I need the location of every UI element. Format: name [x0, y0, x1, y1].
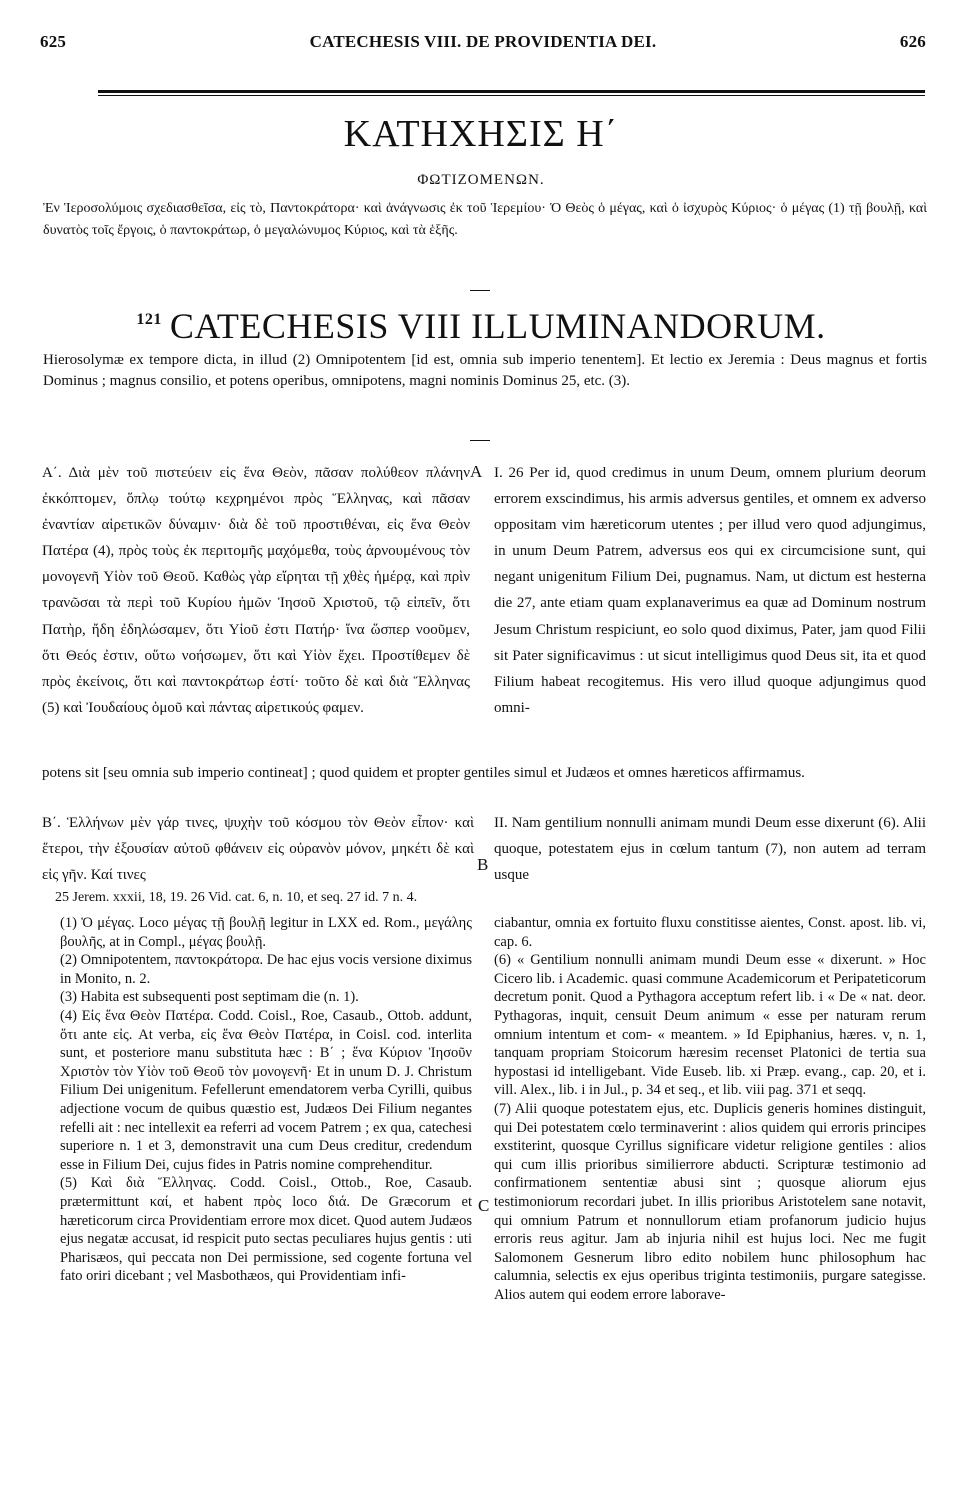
footnote: (7) Alii quoque potestatem ejus, etc. Duplicis generis homines distinguit, qui Dei potestatem cœlo terminaverint : alios quidem qui erroris principes exstiterint, quosque Cyrillus significare videtur religione gentiles : alios qui cum illis prioribus similierrore abducti. Scripturæ testimonio ad confirmationem sententiæ abusi sint ; quosque aliorum ejus testimoniorum recordari jubet. In illis prioribus Aristotelem sane notavit, qui omnium Patrum et nonnullorum etiam profanorum judicio hujus erroris reus agitur. Jam ab injuria nihil est hujus loci. Nec me fugit Salomonem Gesnerum libro edito nobilem hunc philosophum hac calumnia, selectis ex ejus operibus triginta testimoniis, purgare sategisse. Alios autem qui eodem errore laborave- — [494, 1100, 926, 1303]
latin-summary: Hierosolymæ ex tempore dicta, in illud (2) Omnipotentem [id est, omnia sub imperio tenentem]. Et lectio ex Jeremia : Deus magnus et fortis Dominus ; magnus consilio, et potens operibus, omnipotens, magni nominis Dominus 25, etc. (3). — [43, 352, 927, 389]
greek-title: ΚΑΤΗΧΗΣΙΣ Η΄ — [343, 113, 619, 155]
footnotes-right — [494, 914, 926, 1304]
running-title: CATECHESIS VIII. DE PROVIDENTIA DEI. — [309, 32, 657, 51]
separator-dash — [470, 440, 490, 441]
footnotes-left — [60, 914, 472, 1286]
section1-greek: Α΄. Διὰ μὲν τοῦ πιστεύειν εἰς ἕνα Θεὸν, πᾶσαν πολύθεον πλάνην ἐκκόπτομεν, ὅπλῳ τούτῳ κεχρημένοι πρὸς Ἕλληνας, καὶ πᾶσαν ἐναντίαν αἱρετικῶν δύναμιν· διὰ δὲ τοῦ προστιθέναι, εἰς ἕνα Θεὸν Πατέρα (4), πρὸς τοὺς ἐκ περιτομῆς μαχόμεθα, τοὺς ἀρνουμένους τὸν μονογενῆ Υἱὸν τοῦ Θεοῦ. Καθὼς γὰρ εἴρηται τῇ χθὲς ἡμέρᾳ, καὶ πρὶν τρανῶσαι τὰ περὶ τοῦ Κυρίου ἡμῶν Ἰησοῦ Χριστοῦ, τῷ εἰπεῖν, ὅτι Πατὴρ, ἤδη ἐδηλώσαμεν, ὅτι Υἱοῦ ἐστι Πατήρ· ἵνα ὥσπερ νοοῦμεν, ὅτι Θεός ἐστιν, οὕτω νοήσωμεν, ὅτι καὶ Υἱὸν ἔχει. Προστίθεμεν δὲ πρὸς ἐκείνοις, ὅτι καὶ παντοκράτωρ ἐστί· τοῦτο δὲ καὶ διὰ Ἕλληνας (5) καὶ Ἰουδαίους ὁμοῦ καὶ πάντας αἱρετικούς φαμεν. — [42, 465, 470, 716]
column-number: 121 — [136, 311, 162, 328]
greek-intro: Ἐν Ἱεροσολύμοις σχεδιασθεῖσα, εἰς τὸ, Παντοκράτορα· καὶ ἀνάγνωσις ἐκ τοῦ Ἱερεμίου· Ὁ Θεὸς ὁ μέγας, καὶ ὁ ἰσχυρὸς Κύριος· ὁ μέγας (1) τῇ βουλῇ, καὶ δυνατὸς τοῖς ἔργοις, ὁ παντοκράτωρ, ὁ μεγαλώνυμος Κύριος, καὶ τὰ ἑξῆς. — [43, 201, 927, 238]
latin-title-text: CATECHESIS VIII ILLUMINANDORUM. — [169, 306, 826, 346]
header-rule-thin — [98, 95, 925, 96]
footnote: (4) Εἰς ἕνα Θεὸν Πατέρα. Codd. Coisl., Roe, Casaub., Ottob. addunt, ὅτι ante εἰς. At verba, εἰς ἕνα Θεὸν Πατέρα, in Coisl. cod. interlita sunt, et posteriore manu substituta hæc : Β΄ ; ἕνα Κύριον Ἰησοῦν Χριστὸν τὸν Υἱὸν τοῦ Θεοῦ τὸν μονογενῆ· Et in unum D. J. Christum Filium Dei unigenitum. Fefellerunt emendatorem verba Cyrilli, quibus adjectione vocum de quibus quæstio est, Judæos Dei Filium negantes refelli ait : nec intellexit ea referri ad vocem Patrem ; ex qua, catechesi superiore n. 1 et 3, demonstravit una cum Deus creditur, credendum esse in Filium Dei, cujus fides in Patris nomine comprehenditur. — [60, 1007, 472, 1173]
separator-dash — [470, 290, 490, 291]
footnote: (5) Καὶ διὰ Ἕλληνας. Codd. Coisl., Ottob., Roe, Casaub. prætermittunt καί, et habent πρὸς loco διά. De Græcorum et hæreticorum circa Providentiam errore mox dicet. Quod autem Judæos ejus negatæ accusat, id respicit puto sectas peculiares hujus gentis : uti Pharisæos, qui peccata non Dei permissione, sed cogente fortuna vel fato oriri dicebant ; vel Masbothæos, qui Providentiam infi- — [60, 1175, 472, 1285]
header-rule — [98, 90, 925, 93]
margin-letter-b: B — [477, 855, 489, 874]
latin-title — [0, 305, 962, 347]
page-number-right: 626 — [899, 32, 926, 51]
footnote: (1) Ὁ μέγας. Loco μέγας τῇ βουλῇ legitur in LXX ed. Rom., μεγάλης βουλῆς, at in Compl., μέγας βουλῇ. — [60, 915, 472, 950]
section2-greek: Β΄. Ἑλλήνων μὲν γάρ τινες, ψυχὴν τοῦ κόσμου τὸν Θεὸν εἶπον· καὶ ἕτεροι, τὴν ἐξουσίαν αὐτοῦ φθάνειν εἰς οὐρανὸν μόνον, μηκέτι δὲ καὶ εἰς γῆν. Καί τινες — [42, 815, 474, 884]
page-header — [40, 32, 926, 58]
greek-subtitle: ΦΩΤΙΖΟΜΕΝΩΝ. — [417, 172, 545, 188]
section1-latin: I. 26 Per id, quod credimus in unum Deum, omnem plurium deorum errorem exscindimus, his armis adversus gentiles, et omnem ex adverso oppositam vim hæreticorum utentes ; per illud vero quod adjungimus, in unum Deum Patrem, adversus eos qui ex circumcisione sunt, qui negant unigenitum Filium Dei, pugnamus. Nam, ut dictum est hesterna die 27, ante etiam quam explanaverimus ea quæ ad Dominum nostrum Jesum Christum respiciunt, eo solo quod diximus, Pater, jam quod Filii sit Pater significavimus : ut sicut intelligimus quod Deus sit, ita et quod Filium habeat recogitemus. His vero illud quoque adjungimus quod omni- — [494, 465, 926, 716]
margin-letter-a: A — [470, 462, 483, 481]
margin-letter-c: C — [478, 1196, 490, 1215]
footnote: ciabantur, omnia ex fortuito fluxu constitisse aientes, Const. apost. lib. vi, cap. 6. — [494, 915, 926, 950]
footnote: (2) Omnipotentem, παντοκράτορα. De hac ejus vocis versione diximus in Monito, n. 2. — [60, 952, 472, 987]
scripture-references: 25 Jerem. xxxii, 18, 19. 26 Vid. cat. 6, n. 10, et seq. 27 id. 7 n. 4. — [55, 890, 418, 905]
page-number-left: 625 — [40, 32, 67, 51]
section2-latin: II. Nam gentilium nonnulli animam mundi Deum esse dixerunt (6). Alii quoque, potestatem ejus in cœlum tantum (7), non autem ad terram usque — [494, 815, 926, 884]
footnote: (3) Habita est subsequenti post septimam die (n. 1). — [60, 989, 359, 1006]
section1-latin-continued: potens sit [seu omnia sub imperio contineat] ; quod quidem et propter gentiles simul et Judæos et omnes hæreticos affirmamus. — [42, 765, 805, 781]
footnote: (6) « Gentilium nonnulli animam mundi Deum esse « dixerunt. » Hoc Cicero lib. i Academic. quasi commune Academicorum et Peripateticorum decretum ponit. Quod a Pythagora acceptum refert lib. i « De « nat. deor. Pythagoras, inquit, censuit Deum animum « esse per naturam rerum omnium intentum et com- « meantem. » Id Epiphanius, hæres. v, n. 1, tanquam propriam Stoicorum hæresim recenset Platonici de tertia sua hypostasi id intelligebant. Vide Euseb. lib. xi Præp. evang., cap. 20, et i. vill. Alex., lib. i in Jul., p. 34 et seq., et lib. viii pag. 371 et seqq. — [494, 952, 926, 1099]
